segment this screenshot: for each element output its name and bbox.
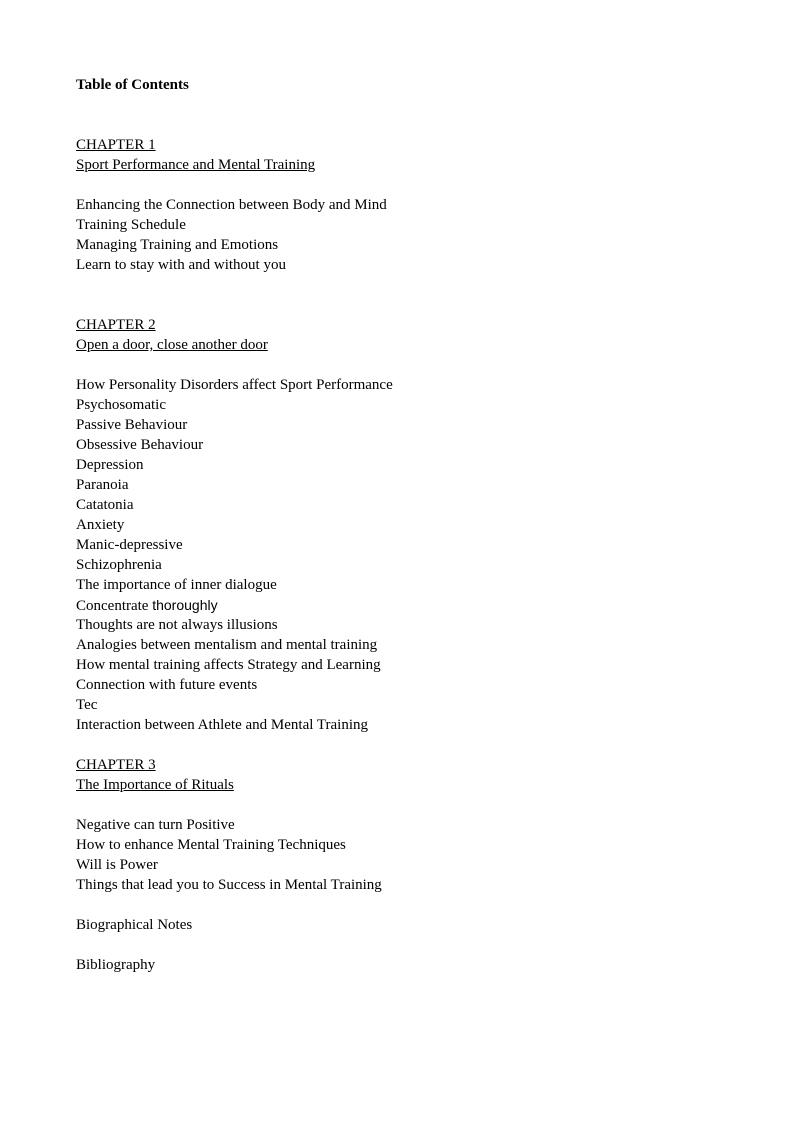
toc-entry: Tec xyxy=(76,697,98,713)
toc-entry-part: thoroughly xyxy=(152,597,218,613)
toc-entry: Things that lead you to Success in Mental Training xyxy=(76,877,382,893)
chapter-2-label: CHAPTER 2 xyxy=(76,317,156,333)
toc-entry: Training Schedule xyxy=(76,217,186,233)
document-page xyxy=(76,75,756,975)
chapter-3-label: CHAPTER 3 xyxy=(76,757,156,773)
toc-entry: Negative can turn Positive xyxy=(76,817,235,833)
toc-entry: The importance of inner dialogue xyxy=(76,577,277,593)
toc-entry: Depression xyxy=(76,457,144,473)
toc-title: Table of Contents xyxy=(76,77,189,93)
toc-entry: Analogies between mentalism and mental training xyxy=(76,637,378,653)
chapter-1-subtitle: Sport Performance and Mental Training xyxy=(76,157,316,173)
toc-entry: Thoughts are not always illusions xyxy=(76,617,278,633)
toc-entry: Passive Behaviour xyxy=(76,417,188,433)
toc-entry: How Personality Disorders affect Sport Performance xyxy=(76,377,393,393)
toc-entry: Interaction between Athlete and Mental Training xyxy=(76,717,369,733)
toc-entry: Schizophrenia xyxy=(76,557,162,573)
chapter-2-subtitle: Open a door, close another door xyxy=(76,337,268,353)
toc-entry: Managing Training and Emotions xyxy=(76,237,279,253)
chapter-2-items xyxy=(76,375,756,735)
toc-entry: Obsessive Behaviour xyxy=(76,437,204,453)
chapter-1-items xyxy=(76,195,756,275)
biographical-notes-entry: Biographical Notes xyxy=(76,917,193,933)
chapter-3-heading xyxy=(76,755,756,795)
toc-entry: Enhancing the Connection between Body and Mind xyxy=(76,197,387,213)
chapter-1-label: CHAPTER 1 xyxy=(76,137,156,153)
chapter-1-heading xyxy=(76,135,756,175)
toc-entry: Manic-depressive xyxy=(76,537,183,553)
toc-entry-part: Concentrate xyxy=(76,598,149,614)
chapter-3-subtitle: The Importance of Rituals xyxy=(76,777,234,793)
toc-entry: Anxiety xyxy=(76,517,125,533)
toc-entry: Will is Power xyxy=(76,857,158,873)
chapter-3-items xyxy=(76,815,756,895)
toc-entry: Paranoia xyxy=(76,477,129,493)
toc-entry: Connection with future events xyxy=(76,677,258,693)
toc-entry: How mental training affects Strategy and Learning xyxy=(76,657,381,673)
bibliography-entry: Bibliography xyxy=(76,957,156,973)
toc-entry: Learn to stay with and without you xyxy=(76,257,286,273)
chapter-2-heading xyxy=(76,315,756,355)
toc-entry: Psychosomatic xyxy=(76,397,166,413)
toc-entry xyxy=(76,595,756,615)
toc-entry: Catatonia xyxy=(76,497,134,513)
toc-entry: How to enhance Mental Training Techniques xyxy=(76,837,346,853)
